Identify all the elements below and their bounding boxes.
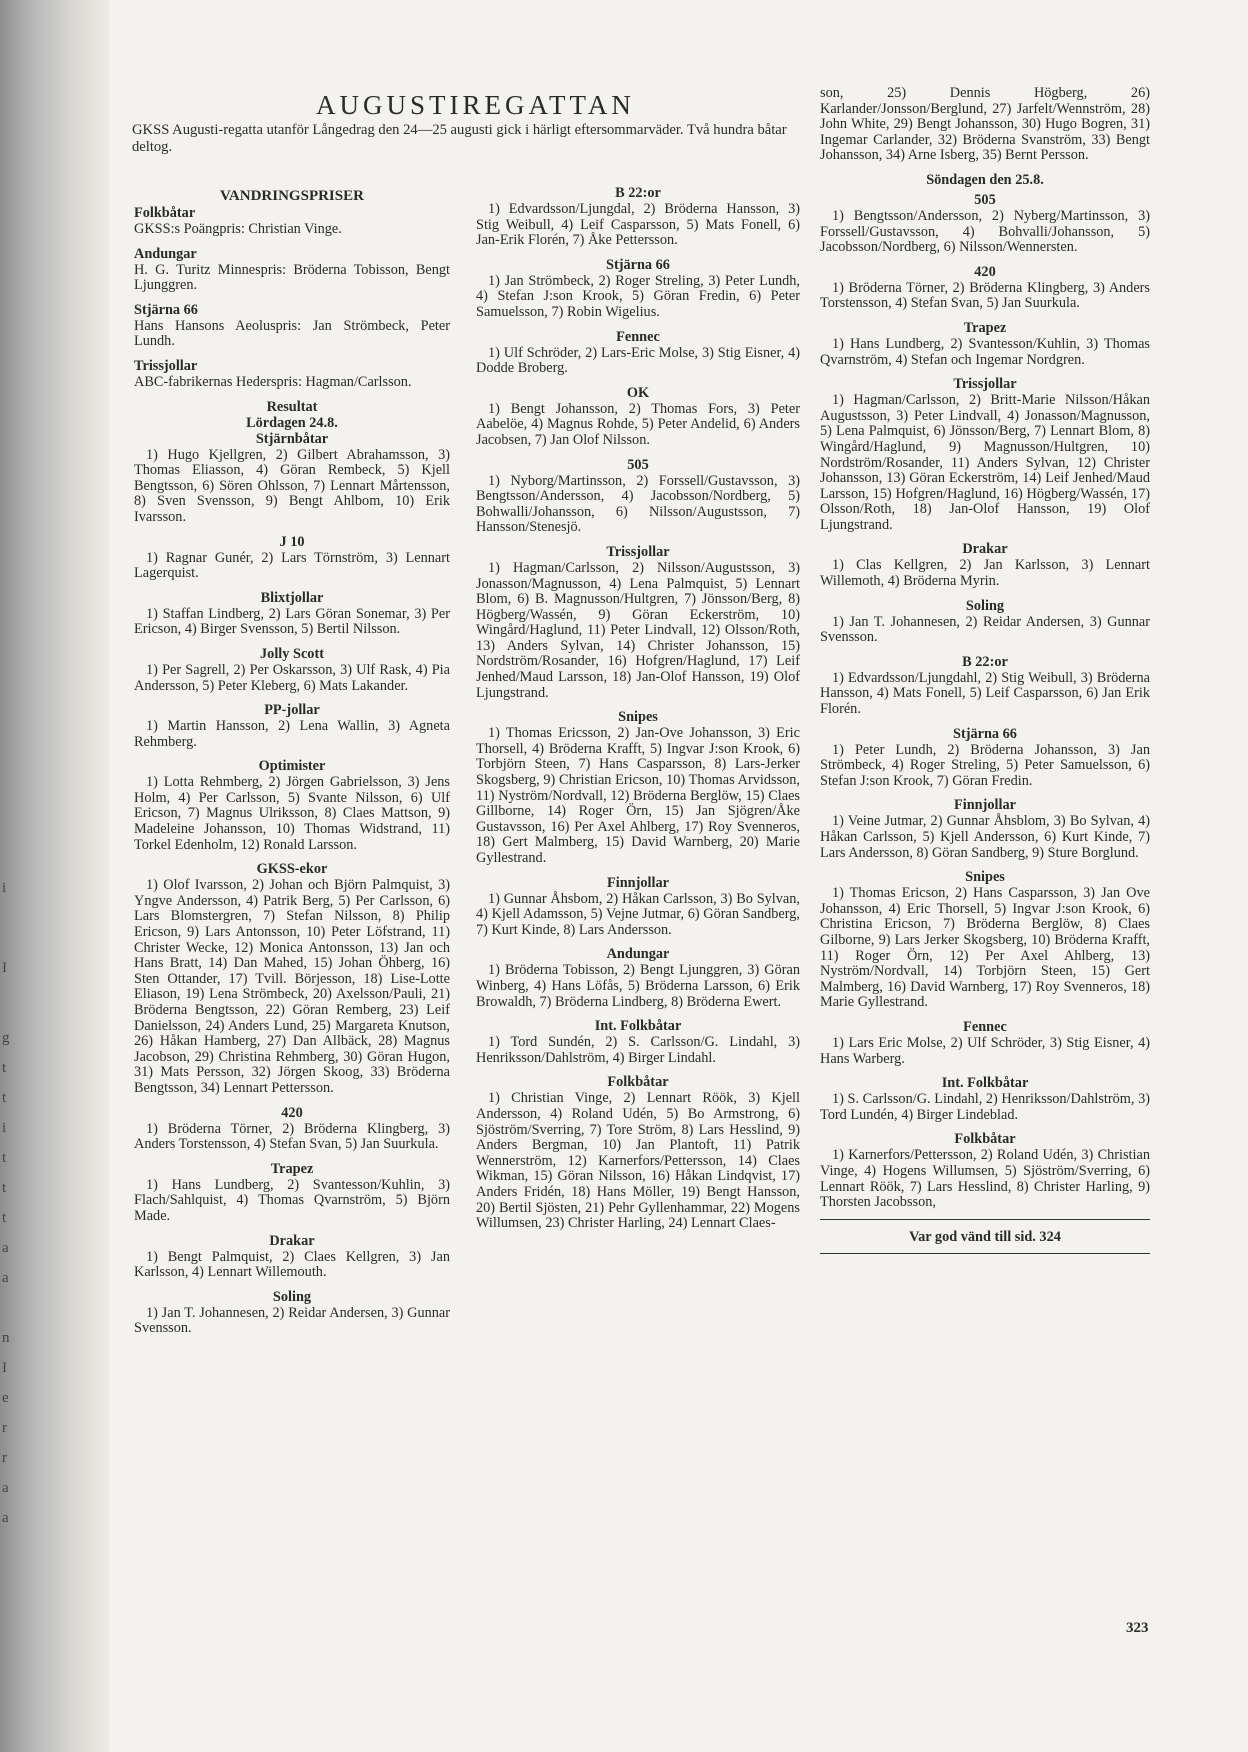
class-heading: Trissjollar [606, 543, 670, 560]
class-heading: Trissjollar [134, 357, 198, 374]
gutter-letter: e [2, 1390, 9, 1406]
column-2-results [476, 185, 800, 1232]
result-section [820, 1019, 1150, 1067]
class-heading: Andungar [134, 245, 197, 262]
result-text: 1) Lotta Rehmberg, 2) Jörgen Gabrielsson, 3) Jens Holm, 4) Per Carlsson, 5) Svante Nilsson, 6) Ulf Ericson, 7) Magnus Ulriksson, 8) Claes Mattson, 9) Madeleine Johansson, 10) Thomas Widstrand, 11) Torkel Edenholm, 12) Ronald Larsson. [134, 774, 450, 853]
result-section [134, 758, 450, 853]
result-section [134, 431, 450, 526]
resultat-heading: Resultat [266, 398, 318, 415]
class-heading: Blixtjollar [260, 589, 324, 606]
class-heading: 420 [281, 1104, 303, 1121]
class-heading: OK [626, 384, 650, 401]
class-heading: Finnjollar [954, 797, 1016, 814]
class-heading: Stjärna 66 [134, 301, 198, 318]
result-section [476, 329, 800, 377]
intro-paragraph [132, 122, 792, 156]
result-text: 1) Hagman/Carlsson, 2) Britt-Marie Nilsson/Håkan Augustsson, 3) Peter Lindvall, 4) Jonasson/Magnusson, 5) Lena Palmquist, 6) Jönsson/Berg, 7) Lennart Blom, 8) Wingård/Haglund, 9) Magnusson/Hultgren, 10) Nordström/Rosander, 11) Anders Sylvan, 12) Christer Johansson, 13) Göran Eckerström, 14) Leif Jenhed/Maud Larsson, 15) Hofgren/Haglund, 16) Högberg/Wassén, 17) Olsson/Roth, 18) Jan-Olof Hansson, 19) Olof Ljungstrand. [820, 392, 1150, 533]
result-text: 1) Thomas Ericson, 2) Hans Casparsson, 3) Jan Ove Johansson, 4) Eric Thorsell, 5) Ingvar J:son Krook, 6) Christina Ericson, 7) Bröderna Berglöw, 8) Claes Gilborne, 9) Lars Jerker Skogsberg, 10) Bröderna Krafft, 11) Roger Örn, 12) Per Axel Ahlberg, 13) Nyström/Nordvall, 14) Torbjörn Steen, 15) Gert Malmberg, 16) David Warnberg, 17) Roy Svenneros, 18) Marie Gyllestrand. [820, 885, 1150, 1011]
result-section [134, 302, 450, 350]
class-heading: Trapez [963, 319, 1007, 336]
class-heading: B 22:or [615, 185, 661, 201]
result-section [476, 457, 800, 536]
gutter-letter: a [2, 1270, 9, 1286]
result-text: 1) Bengt Johansson, 2) Thomas Fors, 3) Peter Aabelöe, 4) Magnus Rohde, 5) Peter Andelid, 6) Anders Jacobsen, 7) Jan Olof Nilsson. [476, 400, 800, 448]
vandringspriser-section [134, 188, 450, 391]
vandringspriser-heading: VANDRINGSPRISER [220, 188, 364, 204]
class-heading: PP-jollar [264, 702, 320, 719]
result-section [820, 654, 1150, 718]
result-text: 1) Per Sagrell, 2) Per Oskarsson, 3) Ulf Rask, 4) Pia Andersson, 5) Peter Kleberg, 6) Mats Lakander. [134, 661, 450, 694]
result-text: 1) Nyborg/Martinsson, 2) Forssell/Gustavsson, 3) Bengtsson/Andersson, 4) Jacobsson/Nordberg, 5) Bohwalli/Johansson, 6) Nilsson/Augustsson, 7) Hansson/Stenesjö. [476, 472, 800, 536]
class-heading: J 10 [279, 533, 305, 550]
result-text: ABC-fabrikernas Hederspris: Hagman/Carlsson. [134, 373, 412, 390]
class-heading: Stjärna 66 [606, 256, 670, 273]
result-section [820, 376, 1150, 533]
vandringspriser-list [134, 205, 450, 391]
class-heading: Drakar [269, 1232, 315, 1249]
gutter-letter: i [2, 1120, 7, 1136]
class-heading: Folkbåtar [607, 1074, 669, 1091]
class-heading: 505 [974, 191, 996, 208]
class-heading: Jolly Scott [260, 645, 324, 662]
class-heading: Soling [272, 1288, 312, 1305]
class-heading: Stjärna 66 [953, 725, 1017, 742]
column-3-results [820, 192, 1150, 1211]
class-heading: B 22:or [962, 653, 1008, 670]
gutter-letter: t [2, 1060, 7, 1076]
result-section [134, 1105, 450, 1153]
result-text: 1) Ragnar Gunér, 2) Lars Törnström, 3) Lennart Lagerquist. [134, 549, 450, 582]
result-text: 1) Bröderna Tobisson, 2) Bengt Ljunggren, 3) Göran Winberg, 4) Hans Löfås, 5) Bröderna Larsson, 6) Erik Browaldh, 7) Bröderna Lindberg, 8) Bröderna Ewert. [476, 962, 800, 1010]
class-heading: Andungar [606, 946, 670, 963]
result-section [134, 246, 450, 294]
result-section [134, 358, 450, 391]
result-section [134, 1233, 450, 1281]
result-section [820, 726, 1150, 790]
result-text: 1) Bröderna Törner, 2) Bröderna Klingberg, 3) Anders Torstensson, 4) Stefan Svan, 5) Jan Suurkula. [134, 1120, 450, 1153]
continued-note: Var god vänd till sid. 324 [909, 1228, 1061, 1245]
result-text: 1) Christian Vinge, 2) Lennart Röök, 3) Kjell Andersson, 4) Roland Udén, 5) Bo Armstrong, 6) Sjöström/Sverring, 7) Tore Ström, 8) Lars Hesslind, 9) Anders Bergman, 10) Jan Plantoft, 11) Patrik Wennerström, 12) Karnerfors/Pettersson, 14) Claes Wikman, 15) Göran Nilsson, 16) Håkan Lindqvist, 17) Anders Fridén, 18) Hans Möller, 19) Bengt Hansson, 20) Bertil Sjösten, 21) Pehr Gyllenhammar, 22) Mogens Willumsen, 23) Christer Harling, 24) Lennart Claes- [476, 1090, 800, 1232]
gutter-letter: a [2, 1240, 9, 1256]
result-section [820, 320, 1150, 368]
result-text: 1) Staffan Lindberg, 2) Lars Göran Sonemar, 3) Per Ericson, 4) Birger Svensson, 5) Bertil Nilsson. [134, 605, 450, 638]
result-section [820, 264, 1150, 312]
result-text: 1) Martin Hansson, 2) Lena Wallin, 3) Agneta Rehmberg. [134, 718, 450, 750]
result-text: 1) Hagman/Carlsson, 2) Nilsson/Augustsson, 3) Jonasson/Magnusson, 4) Lena Palmquist, 5) Lennart Blom, 6) B. Magnusson/Hultgren, 7) Jönsson/Berg, 8) Högberg/Wassén, 9) Göran Eckerström, 10) Wingård/Haglund, 11) Peter Lindvall, 12) Olsson/Roth, 13) Anders Sylvan, 14) Christer Johansson, 15) Nordström/Rosander, 16) Hofgren/Haglund, 17) Leif Jenhed/Maud Larsson, 18) Jan-Olof Hansson, 19) Olof Ljungstrand. [476, 559, 800, 701]
result-text: 1) Thomas Ericsson, 2) Jan-Ove Johansson, 3) Eric Thorsell, 4) Bröderna Krafft, 5) Ingvar J:son Krook, 6) Torbjörn Steen, 7) Hans Casparsson, 8) Lars-Jerker Skogsberg, 9) Christian Ericson, 10) Thomas Arvidsson, 11) Nyström/Nordvall, 12) Bröderna Berglöw, 15) Claes Gillborne, 14) Roger Örn, 15) Jan Sjögren/Åke Gustavsson, 16) Per Axel Ahlberg, 17) Roy Svenneros, 18) Gert Malmberg, 15) David Warnberg, 20) Marie Gyllestrand. [476, 725, 800, 866]
day-heading-sunday: Söndagen den 25.8. [926, 171, 1044, 188]
class-heading: Stjärnbåtar [255, 430, 329, 447]
gutter-letter: a [2, 1480, 9, 1496]
class-heading: 505 [627, 456, 649, 473]
column-1-results [134, 431, 450, 1337]
class-heading: Optimister [258, 758, 326, 775]
result-text: 1) Tord Sundén, 2) S. Carlsson/G. Lindahl, 3) Henriksson/Dahlström, 4) Birger Lindahl. [476, 1034, 800, 1066]
page-number: 323 [1126, 1620, 1149, 1636]
result-text: 1) Jan T. Johannesen, 2) Reidar Andersen, 3) Gunnar Svensson. [134, 1304, 450, 1337]
gutter-letter: n [2, 1330, 10, 1346]
gutter-letter: i [2, 880, 7, 896]
class-heading: Folkbåtar [134, 205, 196, 221]
class-heading: Snipes [618, 709, 658, 726]
result-text: 1) Edvardsson/Ljungdal, 2) Bröderna Hansson, 3) Stig Weibull, 4) Leif Casparsson, 5) Mats Fonell, 6) Jan-Erik Florén, 7) Åke Pettersson. [476, 201, 800, 249]
result-section [476, 257, 800, 321]
result-text: 1) Lars Eric Molse, 2) Ulf Schröder, 3) Stig Eisner, 4) Hans Warberg. [820, 1034, 1150, 1067]
class-heading: Soling [965, 597, 1005, 614]
class-heading: Fennec [616, 328, 660, 345]
result-text: 1) Ulf Schröder, 2) Lars-Eric Molse, 3) Stig Eisner, 4) Dodde Broberg. [476, 344, 800, 377]
result-section [820, 541, 1150, 589]
result-text: 1) Jan Strömbeck, 2) Roger Streling, 3) Peter Lundh, 4) Stefan J:son Krook, 5) Göran Fredin, 6) Peter Samuelsson, 7) Robin Wigelius. [476, 272, 800, 320]
class-heading: Trapez [270, 1160, 314, 1177]
result-section [476, 875, 800, 939]
result-section [476, 185, 800, 249]
class-heading: Folkbåtar [954, 1131, 1016, 1148]
class-heading: Drakar [962, 541, 1008, 558]
result-section [134, 590, 450, 638]
gutter-letter: I [2, 1360, 7, 1376]
intro-text: GKSS Augusti-regatta utanför Långedrag den 24—25 augusti gick i härligt eftersommarväder. Två hundra båtar deltog. [132, 122, 787, 155]
result-text: 1) Karnerfors/Pettersson, 2) Roland Udén, 3) Christian Vinge, 4) Hogens Willumsen, 5) Sjöström/Sverring, 6) Lennart Röök, 7) Lars Hesslind, 8) Christer Harling, 9) Thorsten Jacobsson, [820, 1147, 1150, 1211]
gutter-letter: t [2, 1150, 7, 1166]
result-section [820, 797, 1150, 861]
result-text: H. G. Turitz Minnespris: Bröderna Tobisson, Bengt Ljunggren. [134, 261, 450, 294]
class-heading: Finnjollar [607, 874, 669, 891]
result-text: 1) Bengt Palmquist, 2) Claes Kellgren, 3) Jan Karlsson, 4) Lennart Willemouth. [134, 1248, 450, 1281]
gutter-letter: r [2, 1420, 7, 1436]
result-section [820, 1075, 1150, 1123]
class-heading: Snipes [965, 869, 1005, 886]
gutter-letter: t [2, 1180, 7, 1196]
result-section [476, 1018, 800, 1066]
result-text: 1) Jan T. Johannesen, 2) Reidar Andersen, 3) Gunnar Svensson. [820, 613, 1150, 646]
result-text: 1) Hans Lundberg, 2) Svantesson/Kuhlin, 3) Flach/Sahlquist, 4) Thomas Qvarnström, 5) Björn Made. [134, 1176, 450, 1224]
article-title: AUGUSTIREGATTAN [316, 90, 635, 120]
class-heading: Int. Folkbåtar [941, 1075, 1029, 1092]
gutter-letter: t [2, 1090, 7, 1106]
class-heading: Int. Folkbåtar [594, 1018, 682, 1035]
result-text: 1) Hans Lundberg, 2) Svantesson/Kuhlin, 3) Thomas Qvarnström, 4) Stefan och Ingemar Nordgren. [820, 335, 1150, 368]
gutter-bleed-letters [2, 0, 22, 1752]
result-text: 1) Gunnar Åhsbom, 2) Håkan Carlsson, 3) Bo Sylvan, 4) Kjell Adamsson, 5) Vejne Jutmar, 6) Göran Sandberg, 7) Kurt Kinde, 8) Lars Andersson. [476, 890, 800, 938]
result-section [820, 869, 1150, 1011]
result-text: 1) Edvardsson/Ljungdahl, 2) Stig Weibull, 3) Bröderna Hansson, 4) Mats Fonell, 5) Leif Casparsson, 6) Jan Erik Florén. [820, 669, 1150, 718]
class-heading: Fennec [963, 1018, 1007, 1035]
gutter-letter: t [2, 1210, 7, 1226]
result-text: 1) Olof Ivarsson, 2) Johan och Björn Palmquist, 3) Yngve Andersson, 4) Patrik Berg, 5) Per Carlsson, 6) Lars Blomstergren, 7) Stefan Nilsson, 8) Philip Ericson, 9) Lars Antonsson, 10) Peter Löfstrand, 11) Christer Wecke, 12) Monica Antonsson, 13) Jan och Hans Bratt, 14) Dan Mahed, 15) Johan Öhberg, 16) Sten Ottander, 17) Tvill. Börjesson, 18) Lise-Lotte Eliason, 19) Lena Strömbeck, 20) Axelsson/Pauli, 21) Bröderna Bengtsson, 22) Göran Remberg, 23) Leif Danielsson, 24) Anders Lund, 25) Margareta Knutson, 26) Håkan Hamberg, 27) Dan Allbäck, 28) Magnus Jacobson, 29) Christina Rehmberg, 30) Göran Hugon, 31) Mats Persson, 32) Jörgen Skoog, 33) Bröderna Bengtsson, 34) Lennart Pettersson. [134, 877, 450, 1096]
result-text: 1) Veine Jutmar, 2) Gunnar Åhsblom, 3) Bo Sylvan, 4) Håkan Carlsson, 5) Kjell Andersson, 6) Kurt Kinde, 7) Lars Andersson, 8) Göran Sandberg, 9) Sture Borglund. [820, 813, 1150, 861]
result-text: 1) Clas Kellgren, 2) Jan Karlsson, 3) Lennart Willemoth, 4) Bröderna Myrin. [820, 557, 1150, 590]
result-text: 1) Bengtsson/Andersson, 2) Nyberg/Martinsson, 3) Forssell/Gustavsson, 4) Bohvalli/Johansson, 5) Jacobsson/Nordberg, 6) Nilsson/Wennersten. [820, 207, 1150, 256]
result-section [820, 1131, 1150, 1210]
class-heading: 420 [974, 263, 996, 280]
gutter-letter: I [2, 960, 7, 976]
result-section [134, 534, 450, 582]
result-section [134, 646, 450, 694]
class-heading: Trissjollar [953, 376, 1017, 393]
result-section [476, 544, 800, 701]
result-text: GKSS:s Poängpris: Christian Vinge. [134, 221, 342, 237]
result-text: 1) Bröderna Törner, 2) Bröderna Klingberg, 3) Anders Torstensson, 4) Stefan Svan, 5) Jan Suurkula. [820, 279, 1150, 312]
divider-rule [820, 1219, 1150, 1220]
result-section [134, 205, 450, 238]
result-section [820, 598, 1150, 646]
result-section [134, 1289, 450, 1337]
gutter-letter: a [2, 1510, 9, 1526]
column-3 [820, 86, 1150, 1260]
class-heading: GKSS-ekor [256, 861, 328, 878]
result-section [476, 385, 800, 449]
result-text: Hans Hansons Aeoluspris: Jan Strömbeck, Peter Lundh. [134, 317, 450, 350]
column-2 [476, 185, 800, 1240]
column-1 [134, 188, 450, 1345]
continuation-text: son, 25) Dennis Högberg, 26) Karlander/Jonsson/Berglund, 27) Jarfelt/Wennström, 28) John White, 29) Bengt Johansson, 30) Hugo Bogren, 31) Ingemar Carlander, 32) Bröderna Svanström, 33) Bengt Johansson, 34) Arne Isberg, 35) Bernt Persson. [820, 85, 1150, 164]
result-section [134, 861, 450, 1096]
result-section [134, 1161, 450, 1225]
result-section [476, 946, 800, 1010]
result-section [820, 192, 1150, 256]
result-text: 1) S. Carlsson/G. Lindahl, 2) Henriksson/Dahlström, 3) Tord Lundén, 4) Birger Lindeblad. [820, 1091, 1150, 1123]
gutter-letter: r [2, 1450, 7, 1466]
day-heading-saturday: Lördagen 24.8. [246, 414, 338, 431]
result-text: 1) Hugo Kjellgren, 2) Gilbert Abrahamsson, 3) Thomas Eliasson, 4) Göran Rembeck, 5) Kjell Bengtsson, 6) Sören Ohlsson, 7) Lennart Mårtensson, 8) Sven Svensson, 9) Bengt Ahlbom, 10) Erik Ivarsson. [134, 446, 450, 525]
result-section [476, 709, 800, 866]
divider-rule-bottom [820, 1253, 1150, 1254]
gutter-letter: g [2, 1030, 10, 1046]
result-text: 1) Peter Lundh, 2) Bröderna Johansson, 3) Jan Strömbeck, 4) Roger Streling, 5) Peter Samuelsson, 6) Stefan J:son Krook, 7) Göran Fredin. [820, 741, 1150, 789]
result-section [134, 702, 450, 750]
result-section [476, 1074, 800, 1231]
